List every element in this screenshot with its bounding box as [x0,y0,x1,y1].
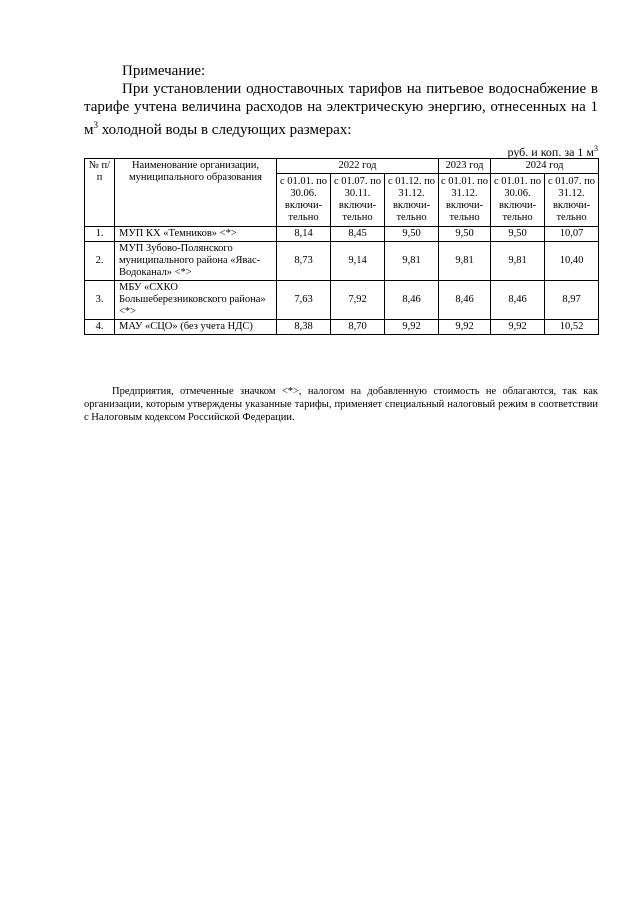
header-period: с 01.01. по 31.12. включи-тельно [439,174,491,227]
header-year-2022: 2022 год [277,159,439,174]
table-row [85,242,599,281]
row-value: 8,38 [277,320,331,335]
row-organization: МАУ «СЦО» (без учета НДС) [115,320,277,335]
units-superscript: 3 [594,144,598,153]
header-year-2024: 2024 год [491,159,599,174]
row-number: 3. [85,281,115,320]
row-value: 9,81 [439,242,491,281]
row-number: 4. [85,320,115,335]
note-text-main: При установлении одноставочных тарифов на питьевое водоснабжение в тарифе учтена величина расходов на электрическую энергию, отнесенных на 1 м [84,81,598,138]
table-row [85,227,599,242]
row-organization: МБУ «СХКО Большеберезниковского района» <*> [115,281,277,320]
note-text-superscript: 3 [93,120,98,130]
note-title: Примечание: [122,63,206,79]
tariffs-table [84,158,599,335]
header-period: с 01.01. по 30.06. включи-тельно [277,174,331,227]
row-value: 9,81 [385,242,439,281]
footnote: Предприятия, отмеченные значком <*>, налогом на добавленную стоимость не облагаются, так как организации, которым утверждены указанные тарифы, применяет специальный налоговый режим в соответствии с Налоговым кодексом Российской Федерации. [84,386,598,423]
row-value: 10,52 [545,320,599,335]
header-year-2023: 2023 год [439,159,491,174]
row-organization: МУП КХ «Темников» <*> [115,227,277,242]
row-value: 8,97 [545,281,599,320]
row-value: 9,92 [491,320,545,335]
row-value: 8,46 [491,281,545,320]
row-number: 1. [85,227,115,242]
table-row [85,320,599,335]
header-period: с 01.01. по 30.06. включи-тельно [491,174,545,227]
row-value: 7,92 [331,281,385,320]
row-value: 10,40 [545,242,599,281]
row-value: 8,46 [385,281,439,320]
row-value: 8,45 [331,227,385,242]
row-value: 9,92 [439,320,491,335]
units-label [507,142,598,159]
note-text-tail: холодной воды в следующих размерах: [98,122,352,138]
header-period: с 01.07. по 30.11. включи-тельно [331,174,385,227]
row-value: 9,14 [331,242,385,281]
table-row [85,281,599,320]
header-organization: Наименование организации, муниципального образования [115,159,277,227]
row-number: 2. [85,242,115,281]
units-text: руб. и коп. за 1 м [507,145,594,159]
header-number: № п/п [85,159,115,227]
row-value: 8,70 [331,320,385,335]
row-value: 9,50 [385,227,439,242]
row-value: 9,81 [491,242,545,281]
header-period: с 01.07. по 31.12. включи-тельно [545,174,599,227]
note-paragraph [84,80,598,139]
row-value: 8,73 [277,242,331,281]
row-value: 9,50 [439,227,491,242]
row-organization: МУП Зубово-Полянского муниципального района «Явас-Водоканал» <*> [115,242,277,281]
row-value: 10,07 [545,227,599,242]
row-value: 8,14 [277,227,331,242]
row-value: 7,63 [277,281,331,320]
row-value: 9,92 [385,320,439,335]
row-value: 8,46 [439,281,491,320]
row-value: 9,50 [491,227,545,242]
table-header-row [85,159,599,174]
header-period: с 01.12. по 31.12. включи-тельно [385,174,439,227]
